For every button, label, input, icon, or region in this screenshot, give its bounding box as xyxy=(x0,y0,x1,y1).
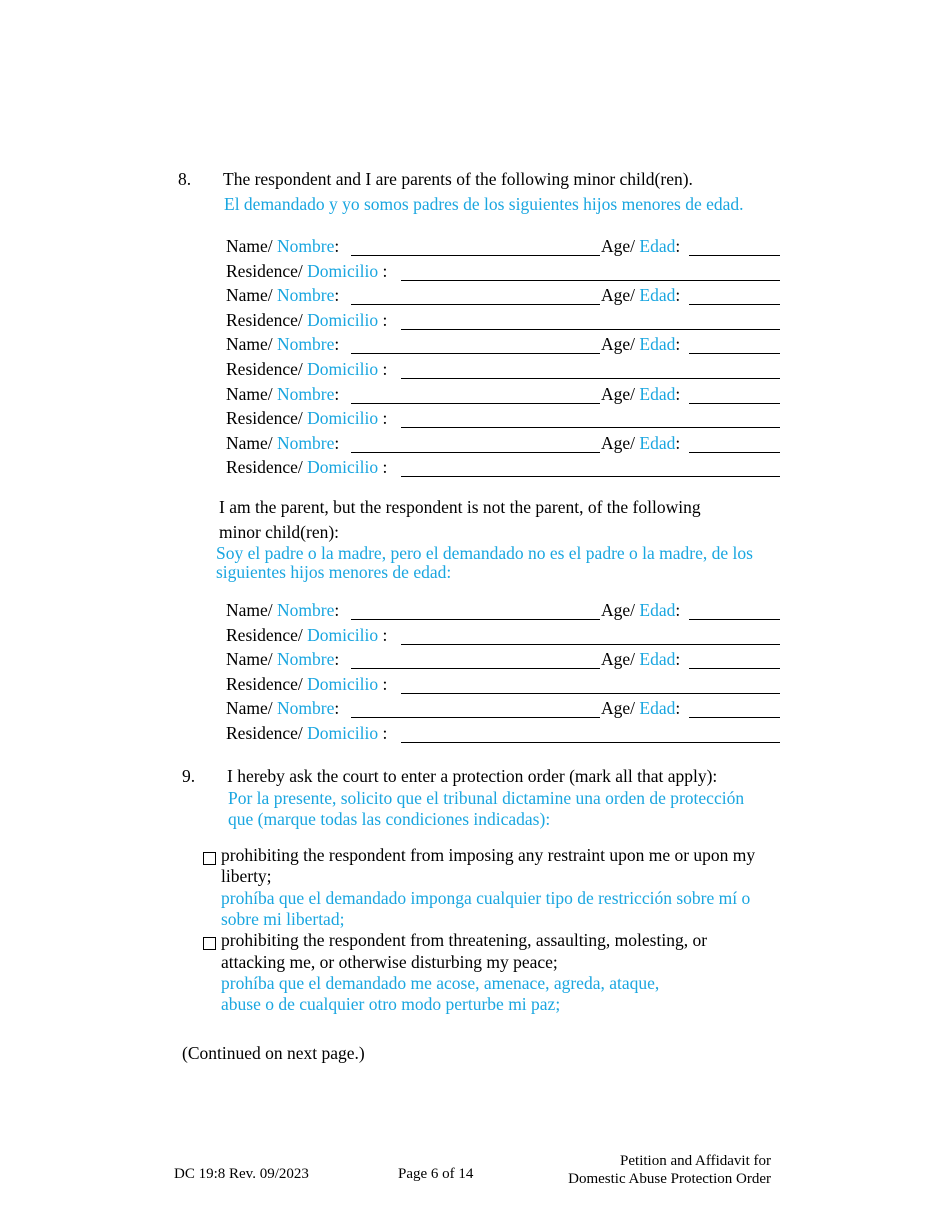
section-8-text-es: El demandado y yo somos padres de los siguientes hijos menores de edad. xyxy=(224,194,744,214)
age-input-line[interactable] xyxy=(689,403,780,404)
age-label: Age/ Edad: xyxy=(601,698,681,719)
age-label: Age/ Edad: xyxy=(601,383,681,404)
option-restraint-text-es-2: sobre mi libertad; xyxy=(221,909,345,929)
footer-page-number: Page 6 of 14 xyxy=(398,1166,474,1182)
name-input-line[interactable] xyxy=(351,304,600,305)
residence-label: Residence/ Domicilio : xyxy=(226,408,388,429)
section-8-number: 8. xyxy=(178,169,192,189)
residence-label: Residence/ Domicilio : xyxy=(226,359,388,379)
option-threatening-text-es-1: prohíba que el demandado me acose, amenace, agreda, ataque, xyxy=(221,973,660,993)
child-name-row xyxy=(226,285,786,307)
name-input-line[interactable] xyxy=(351,255,600,256)
residence-input-line[interactable] xyxy=(401,329,780,330)
option-restraint-text-en-2: liberty; xyxy=(221,866,272,886)
age-input-line[interactable] xyxy=(689,619,780,620)
age-input-line[interactable] xyxy=(689,255,780,256)
footer-form-id: DC 19:8 Rev. 09/2023 xyxy=(174,1166,309,1182)
option-threatening-checkbox[interactable] xyxy=(203,937,216,950)
child-residence-row xyxy=(226,408,786,430)
residence-input-line[interactable] xyxy=(401,644,780,645)
residence-input-line[interactable] xyxy=(401,693,780,694)
child-other-name-row xyxy=(226,698,786,720)
child-residence-row xyxy=(226,261,786,283)
section-8b-text-es-2: siguientes hijos menores de edad: xyxy=(216,562,452,582)
child-name-row xyxy=(226,236,786,258)
child-other-name-row xyxy=(226,600,786,622)
residence-label: Residence/ Domicilio : xyxy=(226,673,388,694)
age-label: Age/ Edad: xyxy=(601,600,681,620)
child-other-residence-row xyxy=(226,723,786,745)
residence-label: Residence/ Domicilio : xyxy=(226,309,388,330)
name-label: Name/ Nombre: xyxy=(226,285,340,306)
section-9-text-en: I hereby ask the court to enter a protection order (mark all that apply): xyxy=(227,766,718,786)
name-label: Name/ Nombre: xyxy=(226,432,340,453)
section-8-text-en: The respondent and I are parents of the following minor child(ren). xyxy=(223,169,693,189)
name-input-line[interactable] xyxy=(351,403,600,404)
residence-label: Residence/ Domicilio : xyxy=(226,260,388,281)
name-input-line[interactable] xyxy=(351,619,600,620)
name-input-line[interactable] xyxy=(351,668,600,669)
option-threatening-text-en-1: prohibiting the respondent from threatening, assaulting, molesting, or xyxy=(221,930,708,950)
child-other-residence-row xyxy=(226,674,786,696)
residence-label: Residence/ Domicilio : xyxy=(226,723,388,743)
age-input-line[interactable] xyxy=(689,353,780,354)
residence-input-line[interactable] xyxy=(401,378,780,379)
residence-label: Residence/ Domicilio : xyxy=(226,457,388,478)
child-other-residence-row xyxy=(226,625,786,647)
section-9-text-es-2: que (marque todas las condiciones indicadas): xyxy=(228,809,551,829)
age-label: Age/ Edad: xyxy=(601,236,681,256)
option-restraint-checkbox[interactable] xyxy=(203,852,216,865)
section-9-text-es-1: Por la presente, solicito que el tribunal dictamine una orden de protección xyxy=(228,788,745,808)
continued-note: (Continued on next page.) xyxy=(182,1043,365,1063)
name-input-line[interactable] xyxy=(351,452,600,453)
residence-input-line[interactable] xyxy=(401,427,780,428)
name-label: Name/ Nombre: xyxy=(226,383,340,404)
child-residence-row xyxy=(226,457,786,479)
age-label: Age/ Edad: xyxy=(601,334,681,355)
child-name-row xyxy=(226,384,786,406)
residence-label: Residence/ Domicilio : xyxy=(226,624,388,645)
section-8b-text-es-1: Soy el padre o la madre, pero el demandado no es el padre o la madre, de los xyxy=(216,543,753,563)
residence-input-line[interactable] xyxy=(401,476,780,477)
residence-input-line[interactable] xyxy=(401,280,780,281)
footer-title-1: Petition and Affidavit for xyxy=(620,1153,771,1169)
option-restraint-text-es-1: prohíba que el demandado imponga cualquier tipo de restricción sobre mí o xyxy=(221,888,751,908)
child-name-row xyxy=(226,334,786,356)
name-label: Name/ Nombre: xyxy=(226,600,340,620)
age-input-line[interactable] xyxy=(689,668,780,669)
footer-title-2: Domestic Abuse Protection Order xyxy=(568,1171,771,1187)
section-8b-text-en-1: I am the parent, but the respondent is not the parent, of the following xyxy=(219,497,701,517)
name-input-line[interactable] xyxy=(351,717,600,718)
age-label: Age/ Edad: xyxy=(601,432,681,453)
option-restraint-text-en-1: prohibiting the respondent from imposing any restraint upon me or upon my xyxy=(221,845,756,865)
age-input-line[interactable] xyxy=(689,304,780,305)
name-label: Name/ Nombre: xyxy=(226,649,340,670)
option-threatening-text-es-2: abuse o de cualquier otro modo perturbe mi paz; xyxy=(221,994,561,1014)
age-input-line[interactable] xyxy=(689,717,780,718)
age-label: Age/ Edad: xyxy=(601,649,681,670)
section-9-number: 9. xyxy=(182,766,196,786)
age-input-line[interactable] xyxy=(689,452,780,453)
name-label: Name/ Nombre: xyxy=(226,334,340,355)
age-label: Age/ Edad: xyxy=(601,285,681,306)
section-8b-text-en-2: minor child(ren): xyxy=(219,522,340,542)
child-other-name-row xyxy=(226,649,786,671)
residence-input-line[interactable] xyxy=(401,742,780,743)
name-label: Name/ Nombre: xyxy=(226,236,340,256)
child-residence-row xyxy=(226,359,786,381)
child-name-row xyxy=(226,433,786,455)
child-residence-row xyxy=(226,310,786,332)
name-input-line[interactable] xyxy=(351,353,600,354)
name-label: Name/ Nombre: xyxy=(226,698,340,719)
option-threatening-text-en-2: attacking me, or otherwise disturbing my peace; xyxy=(221,952,558,972)
